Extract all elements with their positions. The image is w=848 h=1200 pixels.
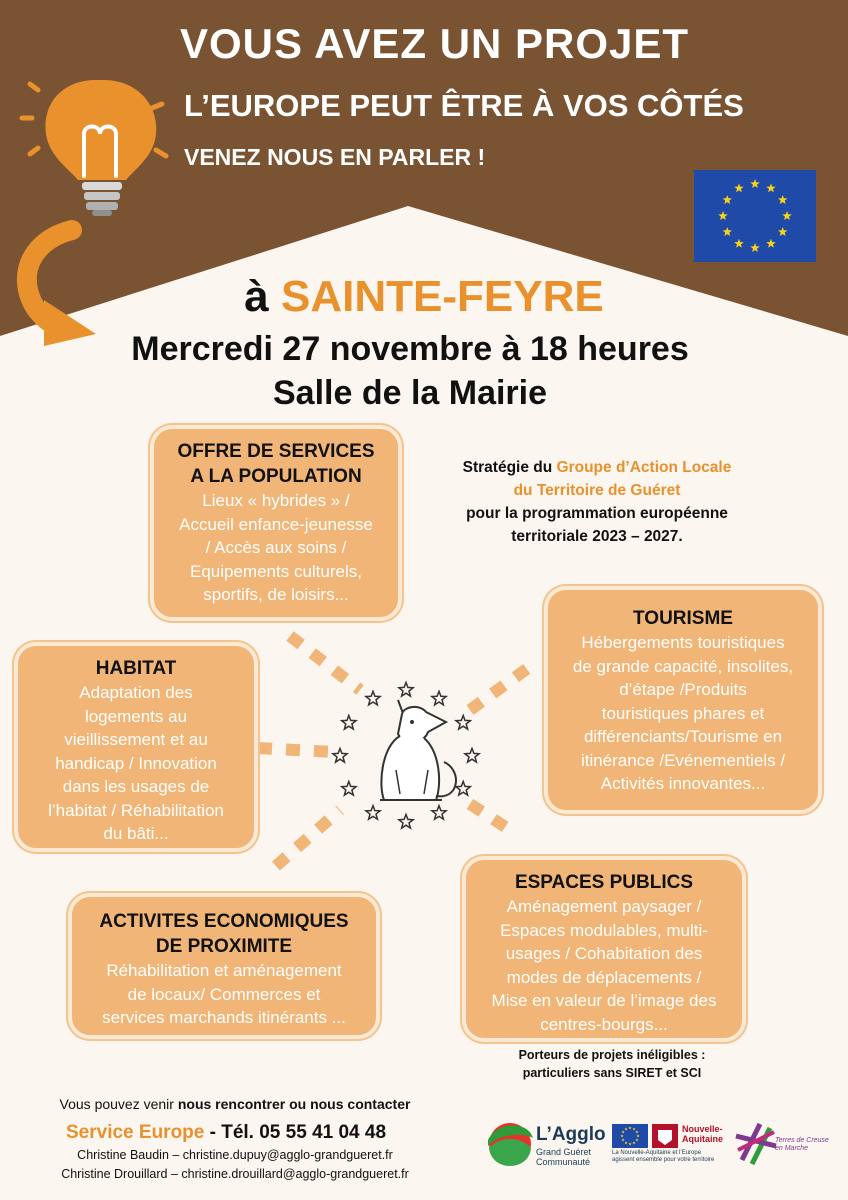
- strategy-prefix: Stratégie du: [462, 459, 553, 476]
- star-icon: [432, 691, 446, 705]
- star-icon: [456, 716, 470, 730]
- agglo-name: L’Agglo: [536, 1124, 606, 1145]
- event-town: [0, 272, 848, 322]
- star-icon: [342, 782, 356, 796]
- contact-intro-plain: Vous pouvez venir: [59, 1096, 174, 1112]
- headline: VOUS AVEZ UN PROJET: [180, 20, 690, 67]
- box-line: Réhabilitation et aménagement: [106, 961, 342, 980]
- star-icon: [399, 683, 413, 697]
- region-name-1: Nouvelle-: [682, 1124, 723, 1134]
- box-line: services marchands itinérants ...: [102, 1008, 346, 1027]
- region-logo-icon: [652, 1124, 678, 1148]
- contact-email-2[interactable]: Christine Drouillard – christine.drouillard@agglo-grandgueret.fr: [61, 1167, 409, 1181]
- box-line: logements au: [84, 706, 188, 726]
- box-line: Activités innovantes...: [600, 774, 766, 793]
- town-prefix: à: [244, 272, 269, 321]
- town-name: SAINTE-FEYRE: [281, 272, 604, 321]
- agglo-sub-1: Grand Guéret: [536, 1147, 592, 1157]
- box-line: modes de déplacements /: [506, 967, 702, 987]
- box-title: TOURISME: [633, 608, 733, 629]
- star-icon: [456, 782, 470, 796]
- box-title: HABITAT: [95, 658, 177, 679]
- box-line: du bâti...: [103, 824, 169, 843]
- strategy-line-4: territoriale 2023 – 2027.: [511, 528, 683, 545]
- agglo-subtitle: [536, 1147, 591, 1167]
- event-venue: Salle de la Mairie: [272, 374, 548, 412]
- europe-caption-1: La Nouvelle-Aquitaine et l’Europe: [612, 1150, 702, 1156]
- star-icon: [366, 691, 380, 705]
- star-icon: [432, 806, 446, 820]
- service-name: Service Europe: [66, 1122, 205, 1143]
- box-line: itinérance /Evénementiels /: [580, 750, 786, 770]
- europe-caption-2: agissent ensemble pour votre territoire: [612, 1157, 715, 1163]
- box-economie: [68, 893, 380, 1039]
- contact-intro-bold: nous rencontrer ou nous contacter: [177, 1096, 411, 1112]
- ineligible-line-2: particuliers sans SIRET et SCI: [522, 1066, 702, 1080]
- europe-caption: [612, 1150, 728, 1164]
- box-line: vieillissement et au: [64, 730, 208, 749]
- eu-small-flag-icon: [612, 1124, 648, 1148]
- strategy-group: Groupe d’Action Locale: [556, 459, 732, 476]
- strategy-line-3: pour la programmation européenne: [466, 505, 728, 522]
- box-line: touristiques phares et: [601, 703, 765, 723]
- service-phone[interactable]: - Tél. 05 55 41 04 48: [209, 1122, 387, 1143]
- subheadline: L’EUROPE PEUT ÊTRE À VOS CÔTÉS: [184, 88, 744, 123]
- event-date: Mercredi 27 novembre à 18 heures: [131, 330, 689, 368]
- terres-name: [775, 1137, 829, 1153]
- box-services: [150, 425, 402, 621]
- terres-name-1: Terres de Creuse: [775, 1137, 829, 1144]
- box-line: Accueil enfance-jeunesse: [179, 514, 373, 534]
- box-line: de grande capacité, insolites,: [572, 656, 794, 676]
- service-contact: [66, 1122, 386, 1144]
- box-title: ACTIVITES ECONOMIQUES: [99, 911, 349, 932]
- region-name-2: Aquitaine: [682, 1134, 724, 1144]
- box-line: Mise en valeur de l’image des: [491, 991, 717, 1010]
- box-line: handicap / Innovation: [55, 753, 217, 773]
- strategy-group-2: du Territoire de Guéret: [513, 482, 681, 499]
- ineligible-note: [466, 1046, 758, 1082]
- box-line: Equipements culturels,: [190, 561, 362, 581]
- star-icon: [366, 806, 380, 820]
- box-line: de locaux/ Commerces et: [127, 984, 321, 1004]
- box-line: Adaptation des: [79, 683, 193, 702]
- box-habitat: [14, 642, 258, 852]
- box-line: sportifs, de loisirs...: [203, 585, 349, 604]
- strategy-text: [432, 456, 762, 548]
- box-line: Hébergements touristiques: [581, 633, 785, 652]
- ineligible-line-1: Porteurs de projets inéligibles :: [518, 1048, 706, 1062]
- eu-flag-icon: [694, 170, 816, 262]
- fox-mascot-icon: [333, 683, 479, 829]
- box-title: OFFRE DE SERVICES: [177, 441, 375, 462]
- contact-intro: [0, 1096, 470, 1112]
- box-line: / Accès aux soins /: [205, 538, 347, 557]
- terres-logo-icon: [736, 1124, 776, 1164]
- contact-email-1[interactable]: Christine Baudin – christine.dupuy@agglo-grandgueret.fr: [77, 1148, 393, 1162]
- box-title: DE PROXIMITE: [155, 936, 293, 957]
- box-line: l’habitat / Réhabilitation: [48, 800, 224, 820]
- box-title: A LA POPULATION: [190, 466, 362, 487]
- box-line: Lieux « hybrides » /: [202, 491, 350, 510]
- star-icon: [342, 716, 356, 730]
- box-line: dans les usages de: [62, 777, 210, 796]
- terres-name-2: en Marche: [775, 1145, 809, 1152]
- box-line: Aménagement paysager /: [506, 897, 702, 916]
- star-icon: [333, 749, 347, 763]
- box-espaces: [462, 856, 746, 1042]
- box-line: d’étape /Produits: [619, 680, 747, 699]
- star-icon: [465, 749, 479, 763]
- box-title: ESPACES PUBLICS: [514, 872, 694, 893]
- box-line: centres-bourgs...: [540, 1014, 668, 1034]
- box-line: Espaces modulables, multi-: [500, 920, 708, 940]
- box-line: différenciants/Tourisme en: [583, 727, 783, 746]
- agglo-sub-2: Communauté: [536, 1157, 591, 1167]
- star-icon: [399, 815, 413, 829]
- region-name: [682, 1124, 723, 1144]
- agglo-logo-icon: [488, 1123, 533, 1166]
- box-tourisme: [544, 586, 822, 814]
- call-to-action: VENEZ NOUS EN PARLER !: [184, 144, 486, 170]
- box-line: usages / Cohabitation des: [505, 944, 703, 963]
